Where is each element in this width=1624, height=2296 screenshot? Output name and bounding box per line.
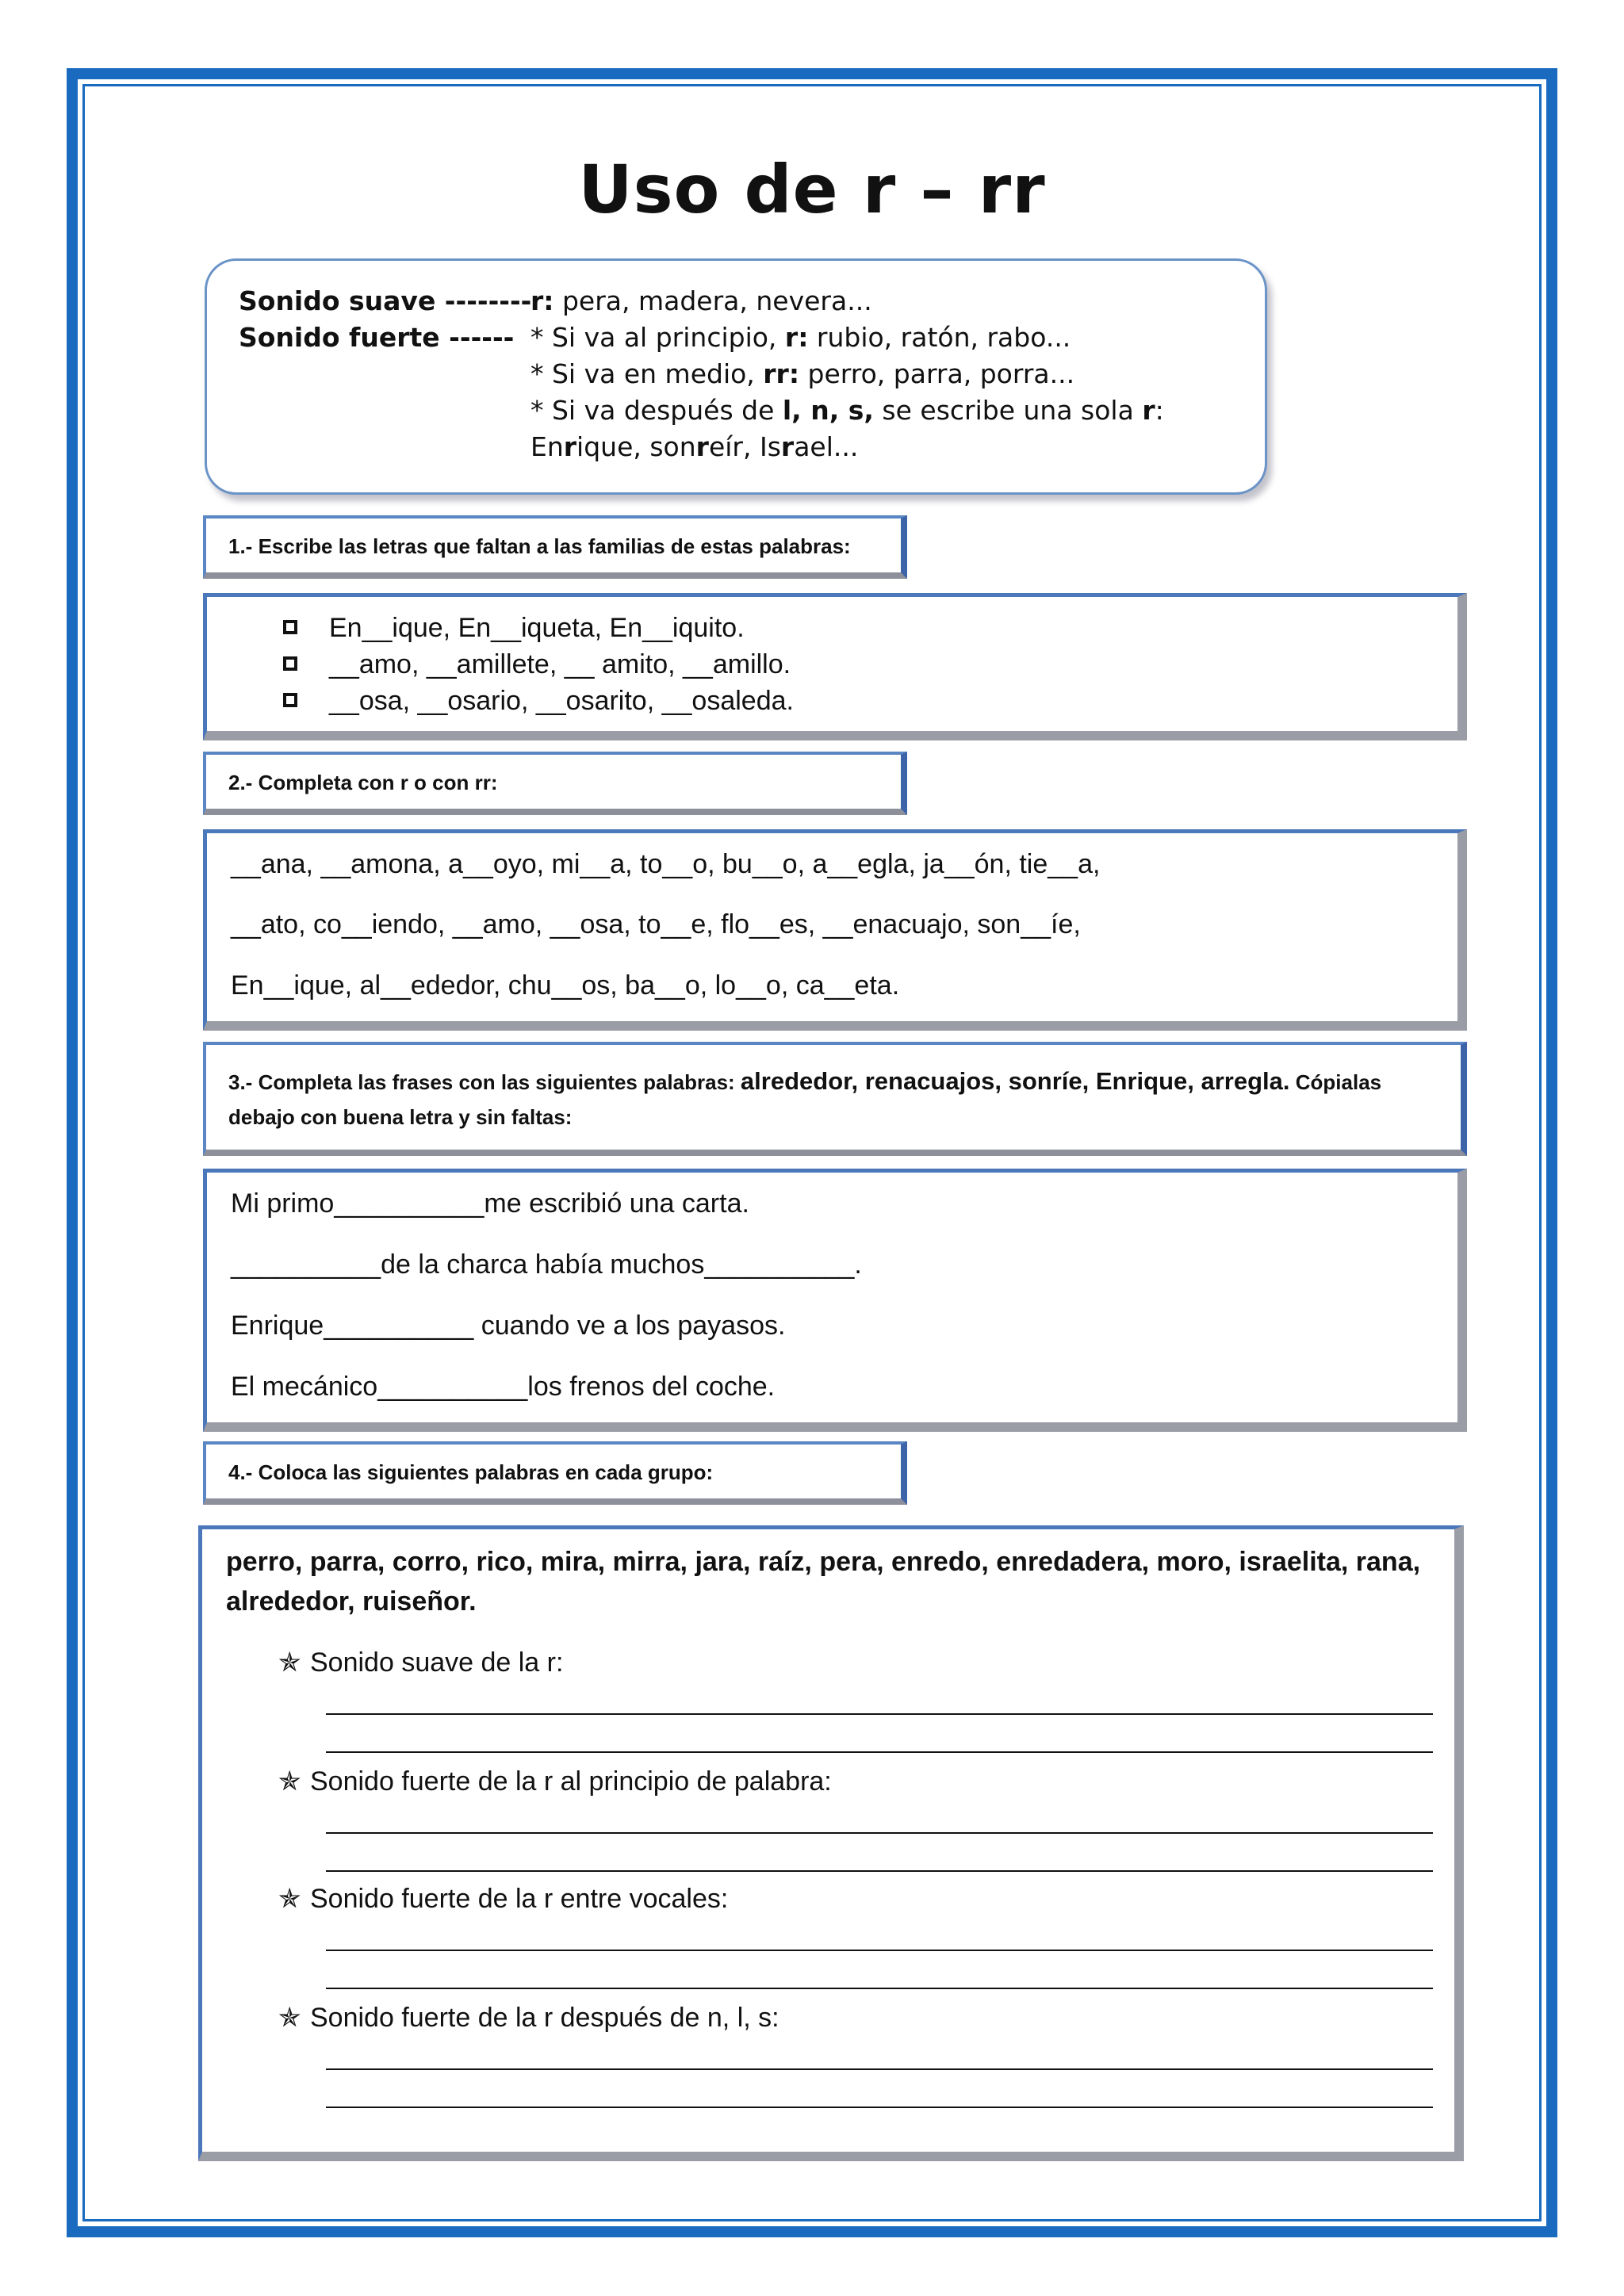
exercise-2-title: 2.- Completa con r o con rr:: [228, 771, 498, 794]
exercise-4-header: [203, 1441, 907, 1505]
rule-line-3: [530, 356, 1164, 392]
rule-text: se escribe una sola: [873, 395, 1143, 426]
list-item: [283, 649, 791, 680]
rule-text: pera, madera, nevera...: [553, 285, 872, 316]
rule-text: * Si va después de: [530, 395, 783, 426]
exercise-row: __ana, __amona, a__oyo, mi__a, to__o, bu__o, a__egla, ja__ón, tie__a,: [231, 849, 1101, 879]
rule-bold: r: [563, 431, 577, 462]
checkbox-icon: [283, 656, 297, 671]
rule-text: perro, parra, porra...: [799, 358, 1075, 389]
rules-text: [530, 283, 1164, 465]
answer-line[interactable]: [326, 1988, 1433, 1989]
group-text: Sonido fuerte de la r al principio de palabra:: [310, 1766, 832, 1797]
group-text: Sonido fuerte de la r entre vocales:: [310, 1884, 729, 1914]
list-item-text: __osa, __osario, __osarito, __osaleda.: [329, 686, 794, 716]
rule-bold: r:: [784, 322, 809, 353]
rule-text: En: [530, 431, 564, 462]
answer-line[interactable]: [326, 1751, 1433, 1753]
rule-text: :: [1155, 395, 1164, 426]
rule-text: * Si va al principio,: [530, 322, 785, 353]
exercise-3-header: [203, 1042, 1467, 1156]
answer-line[interactable]: [326, 1870, 1433, 1872]
sentence-row: __________de la charca había muchos__________.: [231, 1249, 862, 1280]
group-label: [278, 1647, 563, 1678]
exercise-2-box: [203, 829, 1467, 1031]
rules-box: [205, 258, 1267, 495]
rule-bold: r: [695, 431, 709, 462]
exercise-row: En__ique, al__ededor, chu__os, ba__o, lo__o, ca__eta.: [231, 970, 900, 1001]
exercise-1-box: [203, 593, 1467, 740]
exercise-3-words: alrededor, renacuajos, sonríe, Enrique, arregla.: [740, 1067, 1290, 1095]
star-icon: ✯: [278, 1647, 301, 1678]
exercise-4-title: 4.- Coloca las siguientes palabras en cada grupo:: [228, 1460, 714, 1484]
exercise-row: __ato, co__iendo, __amo, __osa, to__e, flo__es, __enacuajo, son__íe,: [231, 909, 1081, 939]
rule-line-4: [530, 392, 1164, 429]
word-list-line: perro, parra, corro, rico, mira, mirra, jara, raíz, pera, enredo, enredadera, moro, israelita, rana,: [226, 1547, 1421, 1577]
group-text: Sonido suave de la r:: [310, 1647, 564, 1678]
sentence-row: Enrique__________ cuando ve a los payasos.: [231, 1311, 786, 1341]
checkbox-icon: [283, 620, 297, 634]
rule-text: rubio, ratón, rabo...: [808, 322, 1071, 353]
rule-label-soft: Sonido suave --------: [239, 285, 532, 316]
rule-line-5: [530, 429, 1164, 465]
checkbox-icon: [283, 693, 297, 707]
group-label: [278, 1766, 832, 1797]
rule-text: ique, son: [576, 431, 696, 462]
exercise-1-header: [203, 515, 907, 579]
rule-text: * Si va en medio,: [530, 358, 764, 389]
page-title: Uso de r – rr: [578, 151, 1046, 228]
sentence-row: El mecánico__________los frenos del coche.: [231, 1372, 776, 1402]
exercise-3-title: 3.- Completa las frases con las siguientes palabras:: [228, 1070, 741, 1094]
answer-line[interactable]: [326, 1832, 1433, 1834]
rule-line-1: [530, 283, 1164, 320]
exercise-2-header: [203, 752, 907, 815]
answer-line[interactable]: [326, 2107, 1433, 2108]
rule-bold: r:: [530, 285, 554, 316]
list-item-text: __amo, __amillete, __ amito, __amillo.: [329, 649, 791, 679]
rule-text: eír, Is: [708, 431, 781, 462]
rules-labels: [239, 283, 531, 356]
rule-bold: l, n, s,: [782, 395, 874, 426]
star-icon: ✯: [278, 2003, 301, 2033]
rule-bold: r: [1142, 395, 1155, 426]
rule-bold: r: [780, 431, 795, 462]
group-text: Sonido fuerte de la r después de n, l, s:: [310, 2003, 779, 2033]
exercise-3-title: Cópialas: [1289, 1070, 1382, 1094]
answer-line[interactable]: [326, 1713, 1433, 1715]
list-item-text: En__ique, En__iqueta, En__iquito.: [329, 613, 745, 643]
rule-bold: rr:: [763, 358, 800, 389]
word-list-line: alrededor, ruiseñor.: [226, 1586, 477, 1617]
rule-label-strong: Sonido fuerte ------: [239, 322, 515, 353]
sentence-row: Mi primo__________me escribió una carta.: [231, 1188, 749, 1219]
exercise-3-box: [203, 1169, 1467, 1432]
list-item: [283, 686, 794, 717]
answer-line[interactable]: [326, 2068, 1433, 2070]
rule-line-2: [530, 320, 1164, 356]
exercise-4-box: [198, 1525, 1464, 2161]
exercise-3-title-line2: debajo con buena letra y sin faltas:: [228, 1105, 573, 1129]
star-icon: ✯: [278, 1766, 301, 1797]
answer-line[interactable]: [326, 1950, 1433, 1951]
star-icon: ✯: [278, 1884, 301, 1914]
exercise-1-title: 1.- Escribe las letras que faltan a las familias de estas palabras:: [228, 534, 851, 558]
list-item: [283, 613, 745, 644]
rule-text: ael...: [794, 431, 859, 462]
exercise-3-title-line1: [228, 1064, 1461, 1100]
group-label: [278, 2002, 779, 2034]
group-label: [278, 1883, 728, 1915]
